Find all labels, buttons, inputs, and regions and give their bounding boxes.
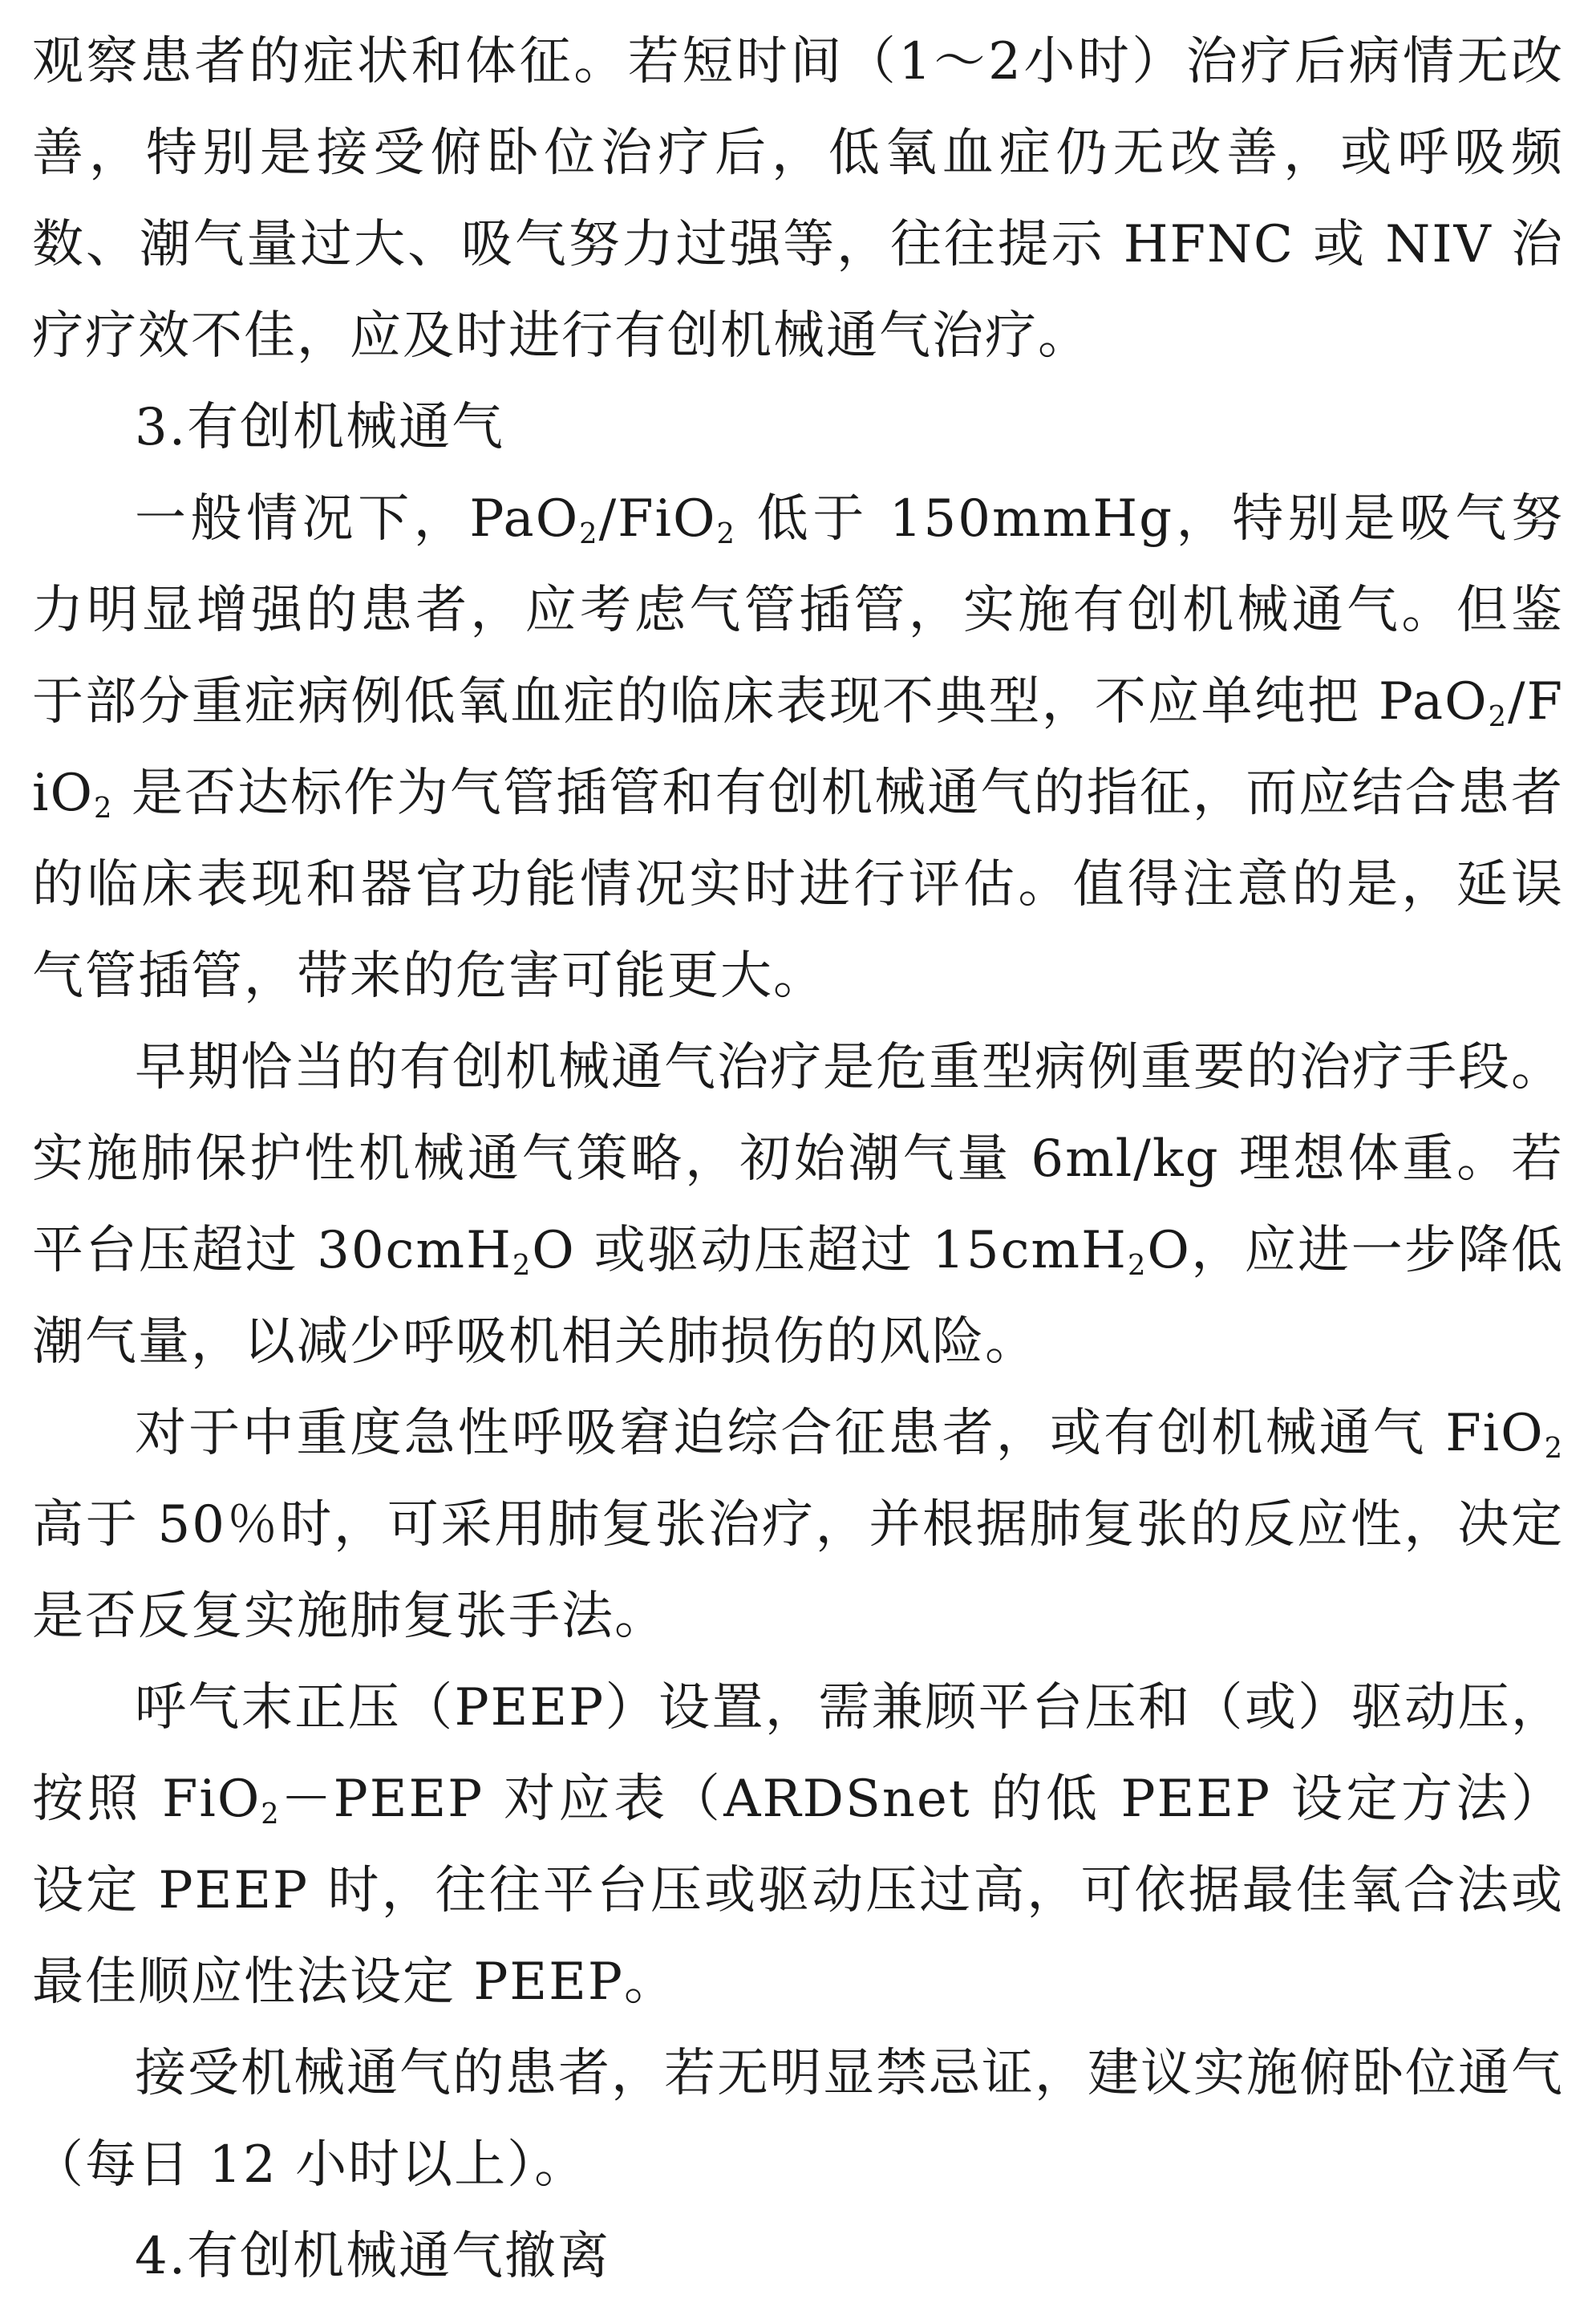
section-heading-invasive-ventilation: 3.有创机械通气 [135,398,505,457]
subscript: 2 [512,1248,533,1282]
subscript: 2 [261,1797,281,1831]
text-run: 一般情况下，PaO [135,489,580,549]
text-run: 是否达标作为气管插管和有创机械通气的指征，而应结合患者的临床表现和器官功能情况实时进行评估。值得注意的是，延误气管插管，带来的危害可能更大。 [32,764,1564,1006]
document-page [32,16,1564,2291]
text-run: －PEEP 对应表（ARDSnet 的低 PEEP 设定方法）设定 PEEP 时，往往平台压或驱动压过高，可依据最佳氧合法或最佳顺应性法设定 PEEP。 [32,1770,1565,2012]
paragraph-peep-setting [32,1662,1564,2028]
text-run: /FiO [598,489,717,549]
subscript: 2 [1127,1248,1148,1282]
subscript: 2 [1544,1431,1564,1465]
text-run: 高于 50％时，可采用肺复张治疗，并根据肺复张的反应性，决定是否反复实施肺复张手法。 [32,1495,1564,1646]
text-run: 对于中重度急性呼吸窘迫综合征患者，或有创机械通气 FiO [135,1404,1545,1463]
paragraph-lung-protective-strategy [32,1022,1564,1388]
subscript: 2 [716,517,736,550]
text-run: /FiO [32,672,1564,823]
subscript: 2 [1488,699,1509,733]
paragraph-lung-recruitment [32,1388,1564,1662]
text-run: 呼气末正压（PEEP）设置，需兼顾平台压和（或）驱动压，按照 FiO [32,1678,1564,1829]
subscript: 2 [93,791,114,825]
paragraph-observation: 观察患者的症状和体征。若短时间（1～2小时）治疗后病情无改善，特别是接受俯卧位治疗后，低氧血症仍无改善，或呼吸频数、潮气量过大、吸气努力过强等，往往提示 HFNC 或 NIV 治疗疗效不佳，应及时进行有创机械通气治疗。 [32,32,1564,366]
text-run: O，应进一步降低潮气量，以减少呼吸机相关肺损伤的风险。 [32,1221,1565,1372]
text-run: 早期恰当的有创机械通气治疗是危重型病例重要的治疗手段。实施肺保护性机械通气策略，初始潮气量 6ml/kg 理想体重。若平台压超过 30cmH [32,1038,1564,1280]
paragraph-intubation-criteria [32,473,1564,1022]
text-run: O 或驱动压超过 15cmH [532,1221,1128,1280]
section-heading-weaning: 4.有创机械通气撤离 [135,2227,611,2286]
text-run: 低于 150mmHg，特别是吸气努力明显增强的患者，应考虑气管插管，实施有创机械通气。但鉴于部分重症病例低氧血症的临床表现不典型，不应单纯把 PaO [32,489,1565,732]
paragraph-prone-ventilation: 接受机械通气的患者，若无明显禁忌证，建议实施俯卧位通气（每日 12 小时以上）。 [32,2044,1564,2195]
subscript: 2 [579,517,599,550]
